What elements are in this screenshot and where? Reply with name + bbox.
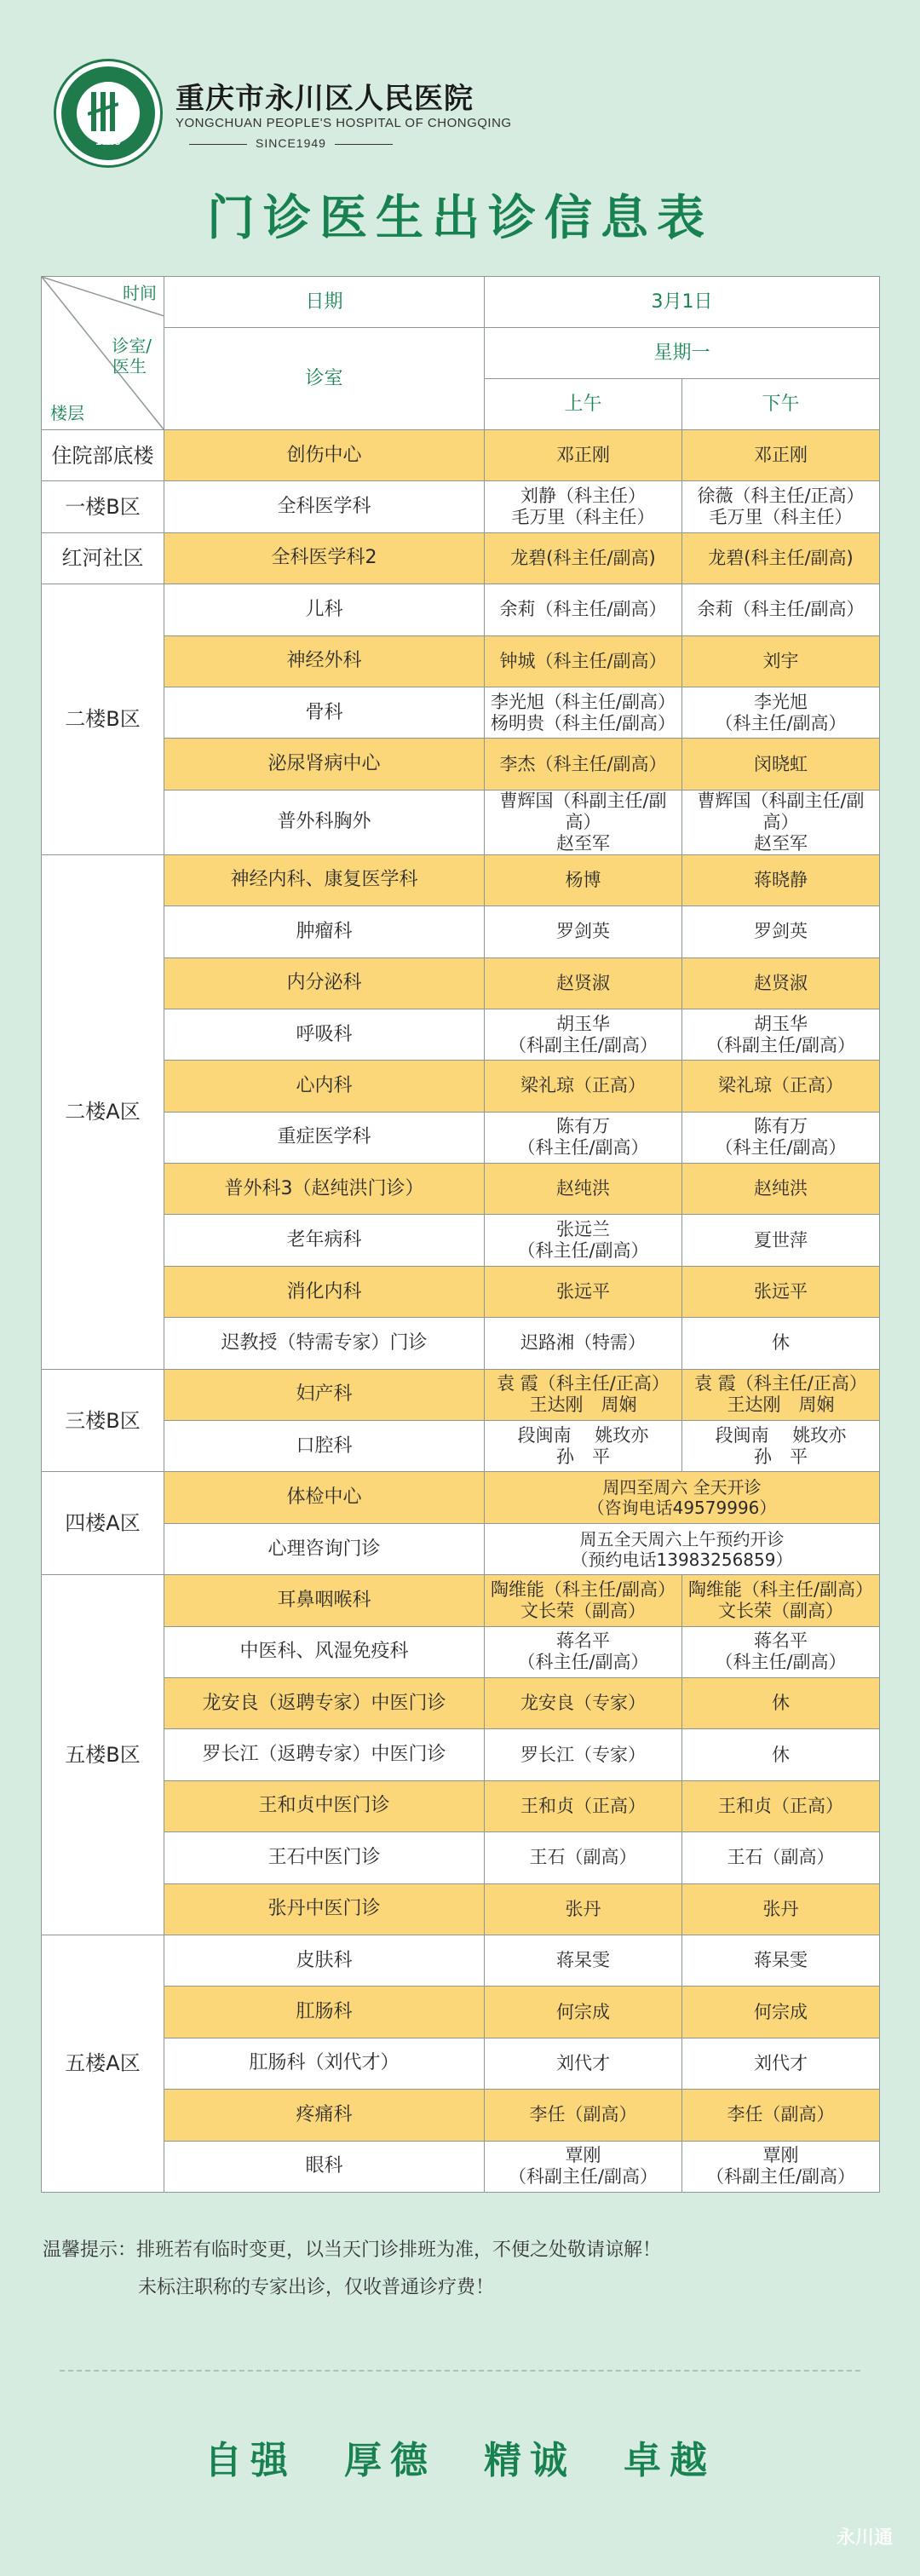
- doctor-am-cell: 罗剑英: [485, 906, 682, 957]
- doctor-am-cell: 陶维能（科主任/副高） 文长荣（副高）: [485, 1575, 682, 1626]
- department-cell: 迟教授（特需专家）门诊: [164, 1318, 485, 1369]
- department-cell: 耳鼻咽喉科: [164, 1575, 485, 1626]
- header-date-value: 3月1日: [485, 277, 880, 328]
- department-cell: 神经外科: [164, 635, 485, 687]
- doctor-am-cell: 段闽南 姚玫亦 孙 平: [485, 1421, 682, 1472]
- table-row: [42, 2038, 880, 2089]
- department-cell: 肛肠科: [164, 1987, 485, 2038]
- table-row: [42, 1164, 880, 1215]
- department-cell: 全科医学科2: [164, 532, 485, 584]
- doctor-pm-cell: 罗剑英: [682, 906, 880, 957]
- department-cell: 普外科3（赵纯洪门诊）: [164, 1164, 485, 1215]
- department-cell: 普外科胸外: [164, 790, 485, 854]
- doctor-pm-cell: 梁礼琼（正高）: [682, 1061, 880, 1112]
- doctor-am-cell: 覃刚 （科副主任/副高）: [485, 2141, 682, 2192]
- department-cell: 肿瘤科: [164, 906, 485, 957]
- table-row: [42, 1626, 880, 1677]
- doctor-am-cell: 袁 霞（科主任/正高） 王达刚 周娴: [485, 1369, 682, 1420]
- table-row: [42, 1112, 880, 1163]
- department-cell: 骨科: [164, 687, 485, 738]
- doctor-am-cell: 梁礼琼（正高）: [485, 1061, 682, 1112]
- doctor-pm-cell: 休: [682, 1729, 880, 1780]
- doctor-am-cell: 杨博: [485, 854, 682, 906]
- warm-tips: [43, 2232, 661, 2307]
- doctor-pm-cell: 李光旭 （科主任/副高）: [682, 687, 880, 738]
- floor-cell: 二楼B区: [42, 584, 164, 855]
- department-cell: 中医科、风湿免疫科: [164, 1626, 485, 1677]
- doctor-am-cell: 刘静（科主任） 毛万里（科主任）: [485, 481, 682, 532]
- hospital-since: SINCE1949: [256, 136, 326, 150]
- table-row: [42, 1575, 880, 1626]
- table-row: [42, 1523, 880, 1574]
- doctor-am-cell: 赵贤淑: [485, 957, 682, 1009]
- doctor-am-cell: 王石（副高）: [485, 1832, 682, 1883]
- doctor-pm-cell: 袁 霞（科主任/正高） 王达刚 周娴: [682, 1369, 880, 1420]
- table-row: [42, 481, 880, 532]
- doctor-am-cell: 曹辉国（科副主任/副高） 赵至军: [485, 790, 682, 854]
- department-cell: 重症医学科: [164, 1112, 485, 1163]
- doctor-pm-cell: 段闽南 姚玫亦 孙 平: [682, 1421, 880, 1472]
- department-cell: 罗长江（返聘专家）中医门诊: [164, 1729, 485, 1780]
- doctor-am-cell: 李任（副高）: [485, 2090, 682, 2141]
- department-cell: 王石中医门诊: [164, 1832, 485, 1883]
- doctor-am-cell: 余莉（科主任/副高）: [485, 584, 682, 635]
- logo-mark-icon: [88, 89, 118, 135]
- table-row: [42, 1421, 880, 1472]
- table-row: [42, 687, 880, 738]
- header-room-label-1: 诊室/: [112, 336, 152, 356]
- table-row: [42, 1677, 880, 1728]
- doctor-pm-cell: 陶维能（科主任/副高） 文长荣（副高）: [682, 1575, 880, 1626]
- department-cell: 神经内科、康复医学科: [164, 854, 485, 906]
- motto-word: 卓越: [624, 2439, 716, 2482]
- schedule-table: [41, 276, 880, 2193]
- department-cell: 疼痛科: [164, 2090, 485, 2141]
- department-cell: 心理咨询门诊: [164, 1523, 485, 1574]
- doctor-pm-cell: 曹辉国（科副主任/副高） 赵至军: [682, 790, 880, 854]
- doctor-pm-cell: 刘代才: [682, 2038, 880, 2089]
- department-cell: 体检中心: [164, 1472, 485, 1523]
- department-cell: 口腔科: [164, 1421, 485, 1472]
- motto: [0, 2429, 920, 2484]
- floor-cell: 五楼A区: [42, 1935, 164, 2192]
- table-row: [42, 1935, 880, 1986]
- doctor-am-cell: 迟路湘（特需）: [485, 1318, 682, 1369]
- floor-cell: 三楼B区: [42, 1369, 164, 1472]
- header-date-label: 日期: [164, 277, 485, 328]
- table-row: [42, 1729, 880, 1780]
- department-cell: 妇产科: [164, 1369, 485, 1420]
- doctor-am-cell: 张远平: [485, 1266, 682, 1317]
- doctor-pm-cell: 闵晓虹: [682, 739, 880, 790]
- doctor-am-cell: 陈有万 （科主任/副高）: [485, 1112, 682, 1163]
- doctor-pm-cell: 余莉（科主任/副高）: [682, 584, 880, 635]
- motto-word: 厚德: [344, 2439, 436, 2482]
- floor-cell: 住院部底楼: [42, 430, 164, 481]
- hospital-logo-icon: [56, 61, 160, 165]
- hospital-name-en: YONGCHUAN PEOPLE'S HOSPITAL OF CHONGQING: [175, 116, 512, 130]
- doctor-am-cell: 蒋杲雯: [485, 1935, 682, 1986]
- doctor-am-cell: 李杰（科主任/副高）: [485, 739, 682, 790]
- header-time-label: 时间: [123, 283, 157, 303]
- department-cell: 内分泌科: [164, 957, 485, 1009]
- doctor-pm-cell: 休: [682, 1318, 880, 1369]
- doctor-am-cell: 张远兰 （科主任/副高）: [485, 1215, 682, 1266]
- table-row: [42, 532, 880, 584]
- doctor-am-cell: 李光旭（科主任/副高） 杨明贵（科主任/副高）: [485, 687, 682, 738]
- doctor-am-cell: 张丹: [485, 1883, 682, 1935]
- department-cell: 消化内科: [164, 1266, 485, 1317]
- department-cell: 张丹中医门诊: [164, 1883, 485, 1935]
- floor-cell: 红河社区: [42, 532, 164, 584]
- doctor-pm-cell: 张丹: [682, 1883, 880, 1935]
- hospital-name-cn: 重庆市永川区人民医院: [175, 82, 474, 116]
- department-cell: 全科医学科: [164, 481, 485, 532]
- doctor-pm-cell: 蒋名平 （科主任/副高）: [682, 1626, 880, 1677]
- header-floor-label: 楼层: [50, 403, 84, 423]
- table-row: [42, 1266, 880, 1317]
- header-diagonal-cell: [42, 277, 164, 430]
- doctor-pm-cell: 张远平: [682, 1266, 880, 1317]
- doctor-am-cell: 王和贞（正高）: [485, 1780, 682, 1831]
- doctor-pm-cell: 夏世萍: [682, 1215, 880, 1266]
- floor-cell: 二楼A区: [42, 854, 164, 1369]
- floor-cell: 四楼A区: [42, 1472, 164, 1575]
- header-room-label-2: 医生: [112, 356, 147, 377]
- table-row: [42, 739, 880, 790]
- floor-cell: 五楼B区: [42, 1575, 164, 1935]
- doctor-am-cell: 赵纯洪: [485, 1164, 682, 1215]
- doctor-pm-cell: 赵贤淑: [682, 957, 880, 1009]
- department-cell: 心内科: [164, 1061, 485, 1112]
- department-cell: 泌尿肾病中心: [164, 739, 485, 790]
- doctor-am-cell: 蒋名平 （科主任/副高）: [485, 1626, 682, 1677]
- table-row: [42, 1780, 880, 1831]
- department-cell: 皮肤科: [164, 1935, 485, 1986]
- floor-cell: 一楼B区: [42, 481, 164, 532]
- department-cell: 老年病科: [164, 1215, 485, 1266]
- schedule-note-cell: 周五全天周六上午预约开诊 （预约电话13983256859）: [485, 1523, 880, 1574]
- motto-word: 精诚: [484, 2439, 576, 2482]
- table-row: [42, 1318, 880, 1369]
- department-cell: 肛肠科（刘代才）: [164, 2038, 485, 2089]
- doctor-pm-cell: 李任（副高）: [682, 2090, 880, 2141]
- doctor-pm-cell: 赵纯洪: [682, 1164, 880, 1215]
- tips-line-1: 温馨提示：排班若有临时变更，以当天门诊排班为准，不便之处敬请谅解！: [43, 2240, 662, 2261]
- page-title: 门诊医生出诊信息表: [207, 191, 713, 246]
- doctor-am-cell: 钟城（科主任/副高）: [485, 635, 682, 687]
- logo-year: 1949: [95, 136, 122, 147]
- table-row: [42, 1061, 880, 1112]
- table-row: [42, 2141, 880, 2192]
- table-row: [42, 906, 880, 957]
- department-cell: 王和贞中医门诊: [164, 1780, 485, 1831]
- doctor-pm-cell: 邓正刚: [682, 430, 880, 481]
- doctor-pm-cell: 徐薇（科主任/正高） 毛万里（科主任）: [682, 481, 880, 532]
- doctor-am-cell: 龙安良（专家）: [485, 1677, 682, 1728]
- motto-word: 自强: [204, 2439, 296, 2482]
- department-cell: 龙安良（返聘专家）中医门诊: [164, 1677, 485, 1728]
- doctor-pm-cell: 蒋晓静: [682, 854, 880, 906]
- doctor-am-cell: 胡玉华 （科副主任/副高）: [485, 1009, 682, 1060]
- divider: [60, 2370, 860, 2372]
- doctor-am-cell: 何宗成: [485, 1987, 682, 2038]
- doctor-pm-cell: 刘宇: [682, 635, 880, 687]
- department-cell: 儿科: [164, 584, 485, 635]
- table-row: [42, 854, 880, 906]
- table-row: [42, 1215, 880, 1266]
- doctor-pm-cell: 蒋杲雯: [682, 1935, 880, 1986]
- page-header: [0, 0, 920, 170]
- doctor-pm-cell: 胡玉华 （科副主任/副高）: [682, 1009, 880, 1060]
- doctor-pm-cell: 王和贞（正高）: [682, 1780, 880, 1831]
- doctor-am-cell: 龙碧(科主任/副高): [485, 532, 682, 584]
- table-row: [42, 635, 880, 687]
- table-row: [42, 1883, 880, 1935]
- doctor-pm-cell: 覃刚 （科副主任/副高）: [682, 2141, 880, 2192]
- table-row: [42, 1009, 880, 1060]
- table-row: [42, 1472, 880, 1523]
- department-cell: 创伤中心: [164, 430, 485, 481]
- header-room-label: 诊室: [164, 328, 485, 430]
- department-cell: 呼吸科: [164, 1009, 485, 1060]
- header-am: 上午: [485, 379, 682, 430]
- table-row: [42, 1369, 880, 1420]
- table-row: [42, 584, 880, 635]
- doctor-pm-cell: 休: [682, 1677, 880, 1728]
- header-pm: 下午: [682, 379, 880, 430]
- schedule-note-cell: 周四至周六 全天开诊 （咨询电话49579996）: [485, 1472, 880, 1523]
- table-row: [42, 957, 880, 1009]
- doctor-pm-cell: 陈有万 （科主任/副高）: [682, 1112, 880, 1163]
- header-weekday: 星期一: [485, 328, 880, 379]
- table-row: [42, 2090, 880, 2141]
- doctor-am-cell: 刘代才: [485, 2038, 682, 2089]
- department-cell: 眼科: [164, 2141, 485, 2192]
- table-row: [42, 790, 880, 854]
- doctor-pm-cell: 王石（副高）: [682, 1832, 880, 1883]
- doctor-pm-cell: 龙碧(科主任/副高): [682, 532, 880, 584]
- doctor-am-cell: 罗长江（专家）: [485, 1729, 682, 1780]
- watermark: 永川通: [836, 2527, 893, 2549]
- doctor-pm-cell: 何宗成: [682, 1987, 880, 2038]
- tips-line-2: 未标注职称的专家出诊，仅收普通诊疗费！: [138, 2277, 495, 2298]
- table-row: [42, 1987, 880, 2038]
- doctor-am-cell: 邓正刚: [485, 430, 682, 481]
- table-row: [42, 1832, 880, 1883]
- table-row: [42, 430, 880, 481]
